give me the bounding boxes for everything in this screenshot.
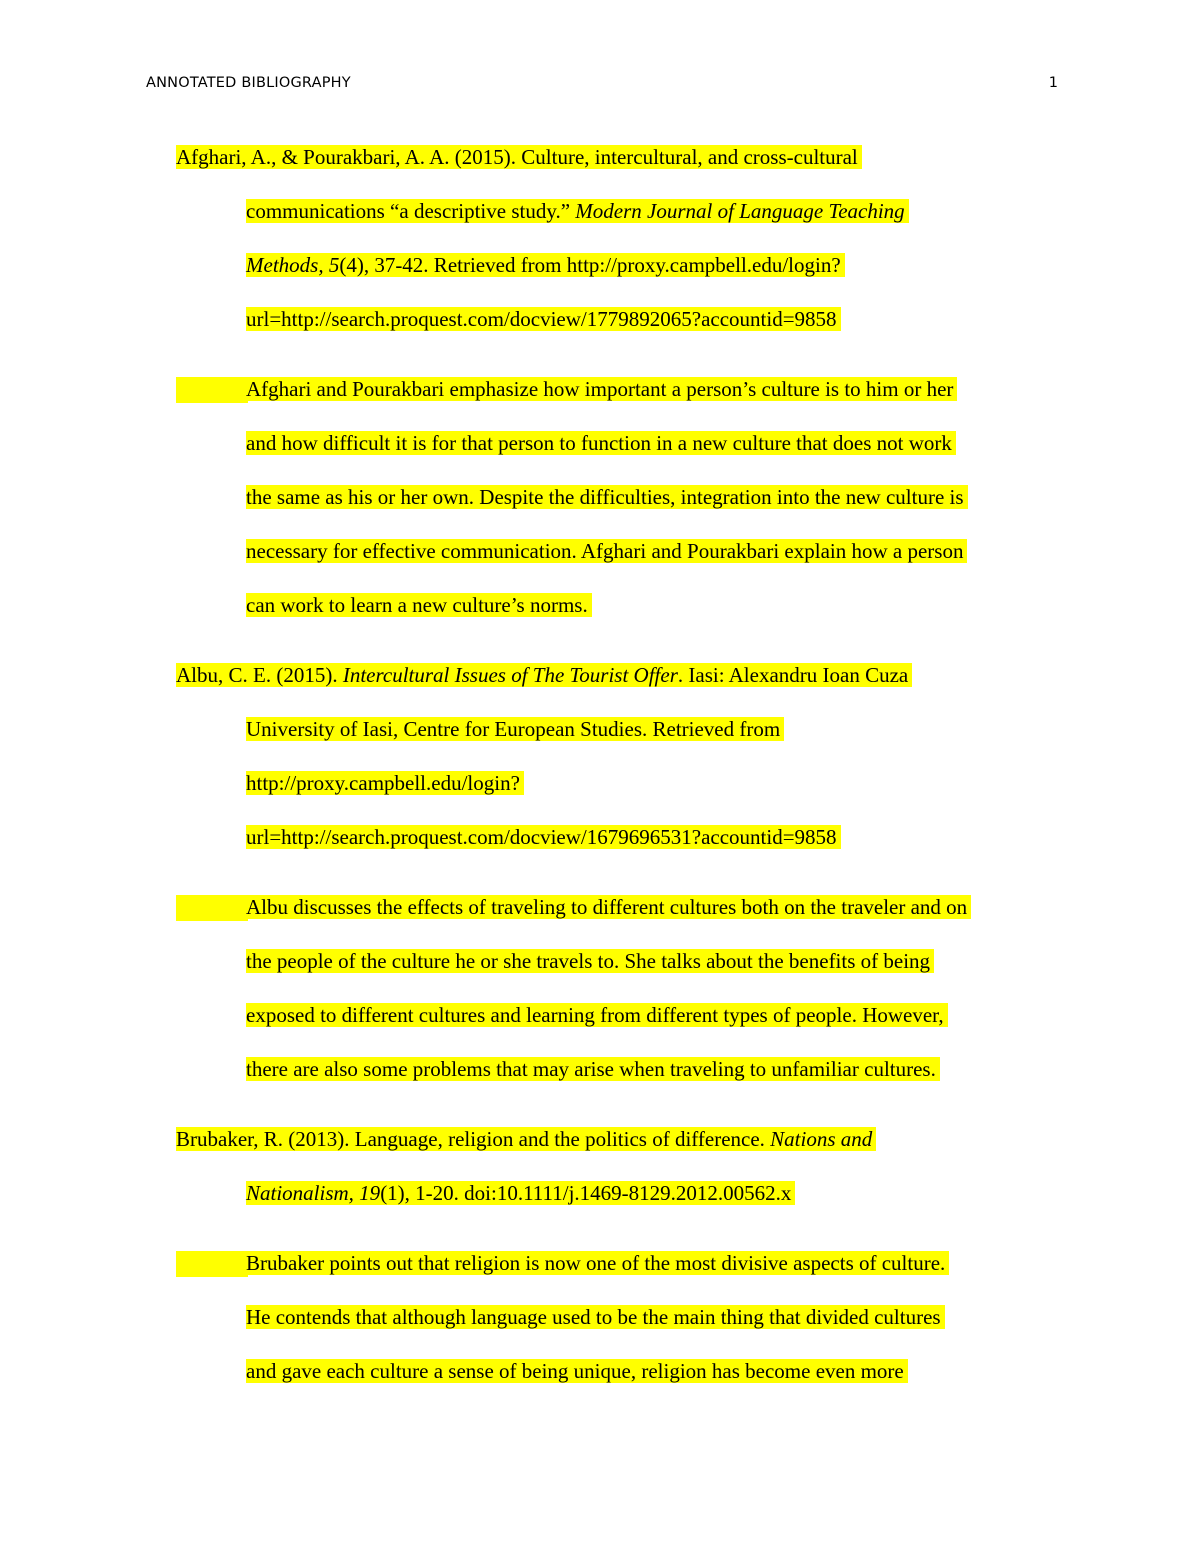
annotation-line <box>246 374 957 404</box>
citation-text: Albu, C. E. (2015). <box>176 663 343 687</box>
paragraph-indent-highlight <box>176 377 248 403</box>
citation-line <box>176 142 862 172</box>
annotation-line <box>246 1000 948 1030</box>
citation-line-highlight <box>176 1127 876 1151</box>
citation-italic-text: Modern Journal of Language Teaching <box>575 199 905 223</box>
citation-text: (1), 1-20. doi:10.1111/j.1469-8129.2012.00562.x <box>380 1181 792 1205</box>
annotation-line-highlight: and gave each culture a sense of being unique, religion has become even more <box>246 1359 908 1383</box>
annotation-line-highlight: Afghari and Pourakbari emphasize how important a person’s culture is to him or her <box>246 377 957 401</box>
annotation-line-highlight: and how difficult it is for that person to function in a new culture that does not work <box>246 431 956 455</box>
citation-line <box>246 250 845 280</box>
annotation-line-highlight: exposed to different cultures and learning from different types of people. However, <box>246 1003 948 1027</box>
citation-text: Afghari, A., & Pourakbari, A. A. (2015). Culture, intercultural, and cross-cultural <box>176 145 858 169</box>
citation-line <box>176 660 912 690</box>
annotation-line-highlight: there are also some problems that may arise when traveling to unfamiliar cultures. <box>246 1057 940 1081</box>
annotation-line <box>246 590 592 620</box>
annotation-line <box>246 1356 908 1386</box>
citation-line <box>246 1178 795 1208</box>
annotation-line <box>246 1248 949 1278</box>
citation-line <box>246 714 784 744</box>
citation-line-highlight <box>176 663 912 687</box>
citation-italic-text: Nations and <box>770 1127 873 1151</box>
citation-line-highlight <box>176 145 862 169</box>
citation-line <box>246 304 841 334</box>
citation-italic-text: Methods, 5 <box>246 253 340 277</box>
citation-italic-text: Nationalism, 19 <box>246 1181 381 1205</box>
annotation-line <box>246 1302 945 1332</box>
citation-line <box>176 1124 876 1154</box>
annotation-line-highlight: Brubaker points out that religion is now one of the most divisive aspects of culture. <box>246 1251 949 1275</box>
annotation-line-highlight: the same as his or her own. Despite the difficulties, integration into the new culture is <box>246 485 968 509</box>
paragraph-indent-highlight <box>176 1251 248 1277</box>
annotation-line <box>246 536 967 566</box>
page-number: 1 <box>1048 75 1058 91</box>
citation-line-highlight <box>246 307 841 331</box>
paragraph-indent-highlight <box>176 895 248 921</box>
citation-line <box>246 768 524 798</box>
annotation-line <box>246 1054 940 1084</box>
annotation-line-highlight: necessary for effective communication. Afghari and Pourakbari explain how a person <box>246 539 967 563</box>
citation-line-highlight <box>246 771 524 795</box>
citation-line <box>246 822 841 852</box>
citation-line-highlight <box>246 717 784 741</box>
annotation-line-highlight: He contends that although language used to be the main thing that divided cultures <box>246 1305 945 1329</box>
annotation-line <box>246 428 956 458</box>
citation-text: Brubaker, R. (2013). Language, religion and the politics of difference. <box>176 1127 771 1151</box>
annotation-line-highlight: can work to learn a new culture’s norms. <box>246 593 592 617</box>
annotation-line <box>246 946 934 976</box>
citation-italic-text: Intercultural Issues of The Tourist Offer <box>342 663 678 687</box>
citation-line-highlight <box>246 1181 795 1205</box>
citation-text: (4), 37-42. Retrieved from http://proxy.campbell.edu/login? <box>339 253 841 277</box>
citation-text: http://proxy.campbell.edu/login? <box>246 771 520 795</box>
annotation-line <box>246 892 971 922</box>
annotation-line-highlight: Albu discusses the effects of traveling to different cultures both on the traveler and on <box>246 895 971 919</box>
citation-line <box>246 196 909 226</box>
citation-text: communications “a descriptive study.” <box>246 199 576 223</box>
citation-line-highlight <box>246 253 845 277</box>
running-head: ANNOTATED BIBLIOGRAPHY <box>146 75 351 91</box>
citation-line-highlight <box>246 199 909 223</box>
citation-text: . Iasi: Alexandru Ioan Cuza <box>677 663 909 687</box>
citation-text: url=http://search.proquest.com/docview/1779892065?accountid=9858 <box>246 307 837 331</box>
citation-text: url=http://search.proquest.com/docview/1679696531?accountid=9858 <box>246 825 837 849</box>
annotation-line <box>246 482 968 512</box>
citation-text: University of Iasi, Centre for European Studies. Retrieved from <box>246 717 781 741</box>
annotation-line-highlight: the people of the culture he or she travels to. She talks about the benefits of being <box>246 949 934 973</box>
citation-line-highlight <box>246 825 841 849</box>
